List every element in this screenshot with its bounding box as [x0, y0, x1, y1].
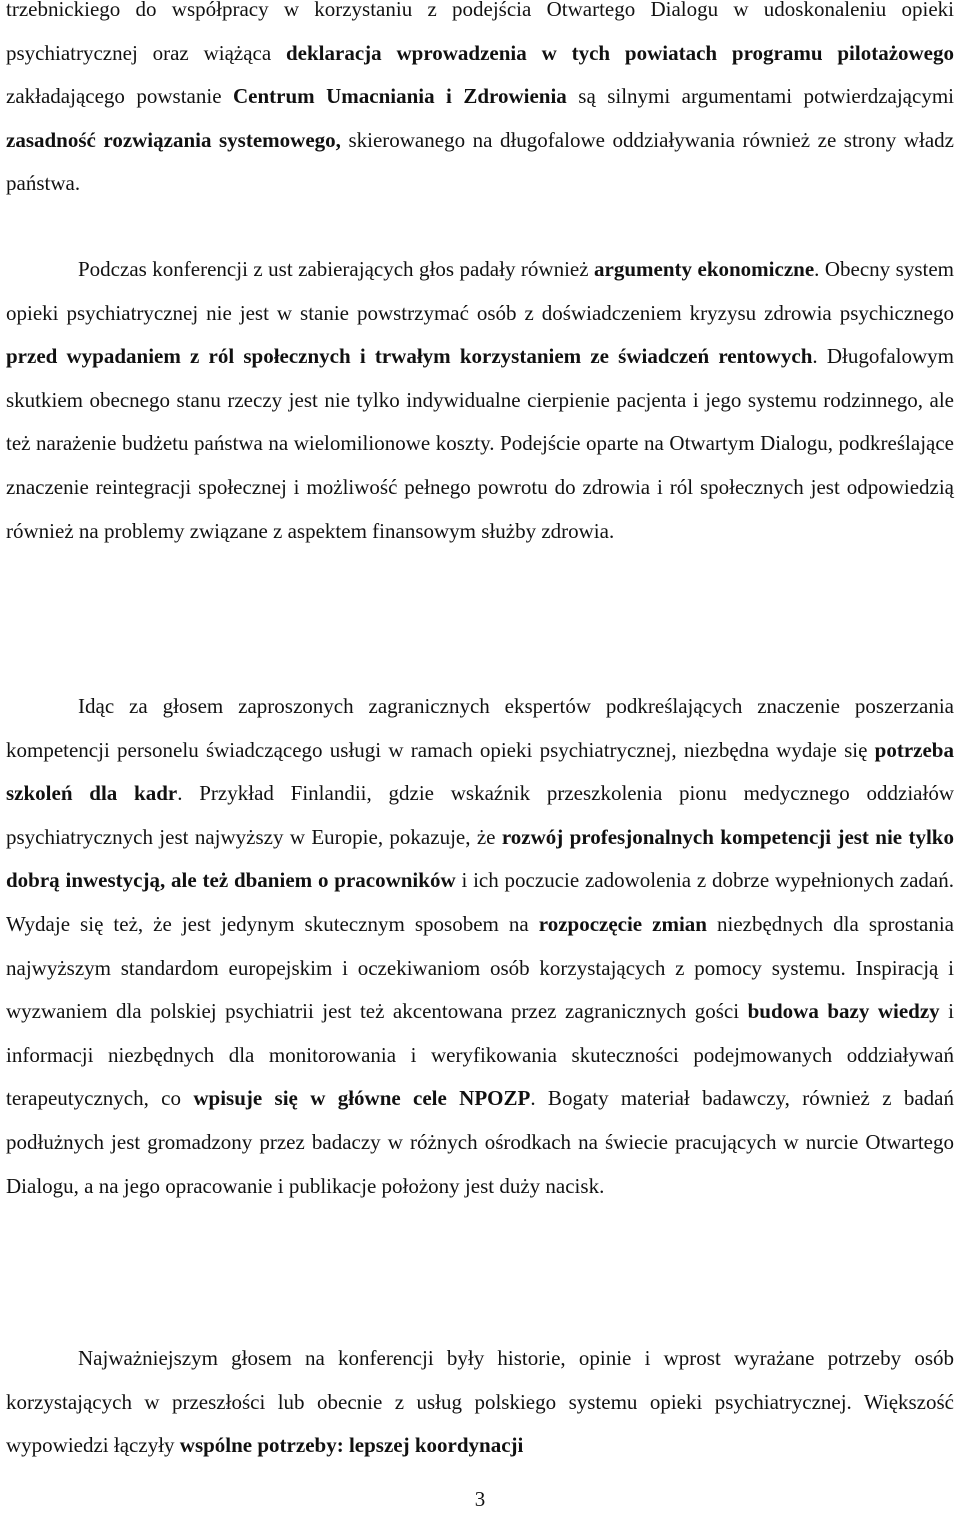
- text-run: i informacji niezbędnych dla monitorowania i weryfikowania skuteczności podejmowanych oddziaływań terapeutycznych, co: [6, 999, 954, 1111]
- text-run: Podczas konferencji z ust zabierających głos padały również: [78, 257, 595, 281]
- bold-text-run: Centrum Umacniania i Zdrowienia: [232, 84, 567, 109]
- text-run: skierowanego na długofalowe oddziaływania również ze strony władz państwa.: [6, 127, 954, 196]
- bold-text-run: rozpoczęcie zmian: [538, 911, 707, 936]
- text-run: . Obecny system opieki psychiatrycznej nie jest w stanie powstrzymać osób z doświadczeniem kryzysu zdrowia psychicznego: [6, 257, 954, 325]
- paragraph: [6, 0, 954, 206]
- bold-text-run: zasadność rozwiązania systemowego,: [6, 127, 341, 152]
- page-number: 3: [474, 1487, 486, 1511]
- bold-text-run: argumenty ekonomiczne: [594, 257, 815, 281]
- paragraph: [6, 1337, 954, 1468]
- text-run: są silnymi argumentami potwierdzającymi: [566, 84, 954, 109]
- bold-text-run: przed wypadaniem z ról społecznych i trwałym korzystaniem ze świadczeń rentowych: [6, 344, 813, 369]
- text-run: . Przykład Finlandii, gdzie wskaźnik przeszkolenia pionu medycznego oddziałów psychiatrycznych jest najwyższy w Europie, pokazuje, że: [6, 781, 954, 849]
- text-run: . Bogaty materiał badawczy, również z badań podłużnych jest gromadzony przez badaczy w różnych ośrodkach na świecie pracujących w nurcie Otwartego Dialogu, a na jego opracowanie i publikacje położony jest duży nacisk.: [6, 1086, 955, 1198]
- text-run: i ich poczucie zadowolenia z dobrze wypełnionych zadań. Wydaje się też, że jest jedynym skutecznym sposobem na: [6, 868, 955, 936]
- text-run: niezbędnych dla sprostania najwyższym standardom europejskim i oczekiwaniom osób korzystających z pomocy systemu. Inspiracją i wyzwaniem dla polskiej psychiatrii jest też akcentowana przez zagranicznych gości: [6, 911, 954, 1024]
- bold-text-run: potrzeba szkoleń dla kadr: [6, 737, 954, 806]
- text-run: trzebnickiego do współpracy w korzystaniu z podejścia Otwartego Dialogu w udoskonaleniu opieki psychiatrycznej oraz wiążąca: [6, 0, 954, 65]
- text-run: . Długofalowym skutkiem obecnego stanu rzeczy jest nie tylko indywidualne cierpienie pacjenta i jego systemu rodzinnego, ale też narażenie budżetu państwa na wielomilionowe koszty. Podejście oparte na Otwartym Dialogu, podkreślające znaczenie reintegracji społecznej i możliwość pełnego powrotu do zdrowia i ról społecznych jest odpowiedzią również na problemy związane z aspektem finansowym służby zdrowia.: [6, 344, 954, 543]
- bold-text-run: wpisuje się w główne cele NPOZP: [193, 1086, 531, 1111]
- bold-text-run: rozwój profesjonalnych kompetencji jest nie tylko dobrą inwestycją, ale też dbaniem o pracowników: [6, 824, 954, 893]
- bold-text-run: budowa bazy wiedzy: [747, 999, 940, 1024]
- bold-text-run: wspólne potrzeby: lepszej koordynacji: [179, 1433, 524, 1458]
- bold-text-run: deklaracja wprowadzenia w tych powiatach programu pilotażowego: [286, 40, 954, 65]
- paragraph: [6, 685, 954, 1208]
- text-run: Idąc za głosem zaproszonych zagranicznych ekspertów podkreślających znaczenie poszerzania kompetencji personelu świadczącego usługi w ramach opieki psychiatrycznej, niezbędna wydaje się: [6, 694, 954, 762]
- text-run: zakładającego powstanie: [6, 84, 233, 109]
- paragraph: [6, 248, 954, 553]
- text-run: Najważniejszym głosem na konferencji były historie, opinie i wprost wyrażane potrzeby osób korzystających w przeszłości lub obecnie z usług polskiego systemu opieki psychiatrycznej. Większość wypowiedzi łączyły: [6, 1346, 954, 1458]
